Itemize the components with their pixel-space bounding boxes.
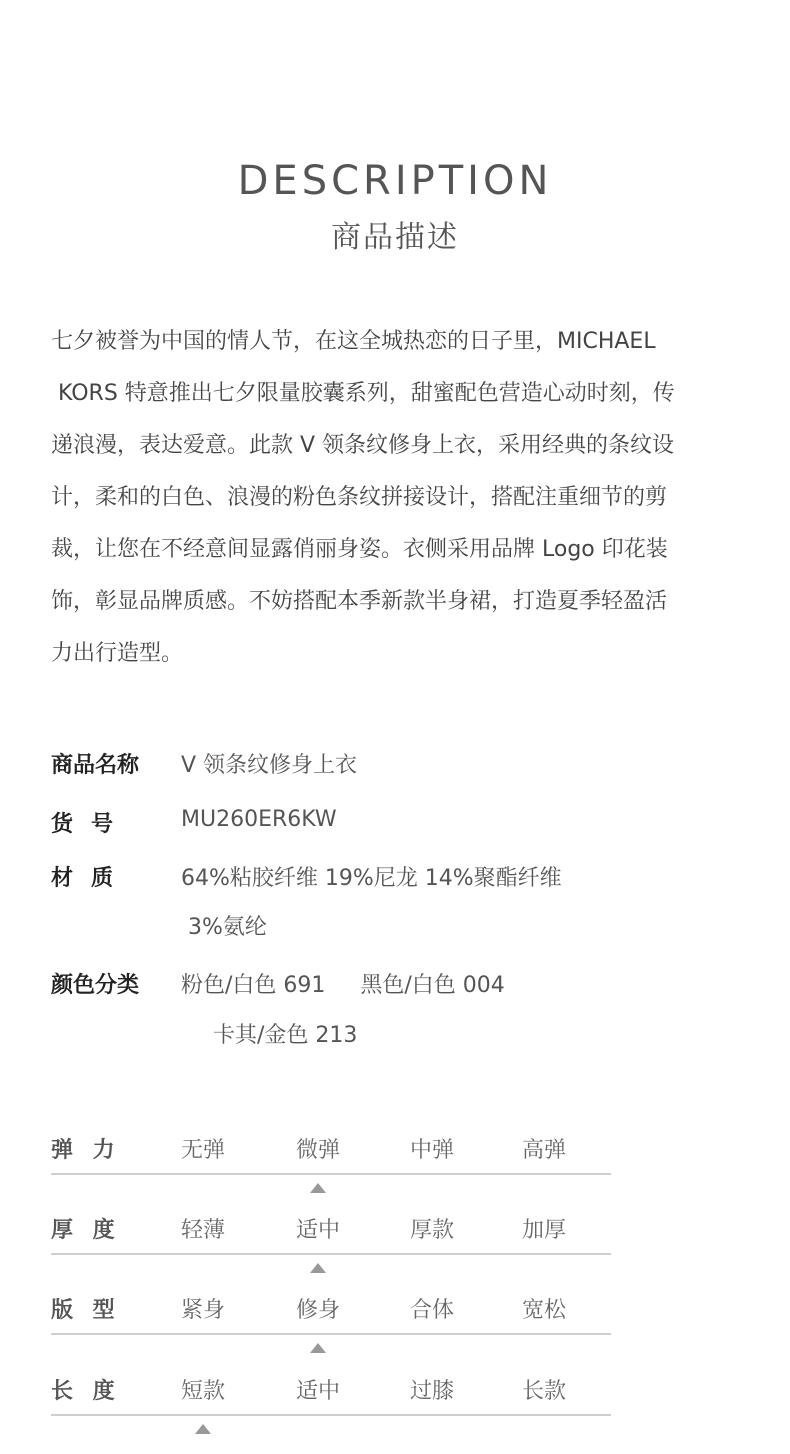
scale-row-elasticity — [51, 1133, 611, 1175]
color-label: 颜色分类 — [51, 973, 140, 998]
scale-option: 轻薄 — [180, 1218, 225, 1243]
scale-option: 高弹 — [521, 1138, 566, 1163]
scale-option: 长款 — [521, 1379, 566, 1404]
scale-row-thickness — [51, 1213, 611, 1255]
scale-option: 厚款 — [409, 1218, 454, 1243]
scale-option: 加厚 — [521, 1218, 566, 1243]
description-line: 计，柔和的白色、浪漫的粉色条纹拼接设计，搭配注重细节的剪 — [51, 485, 668, 510]
color-value-continued: 卡其/金色 213 — [213, 1023, 358, 1048]
description-line: 力出行造型。 — [51, 641, 184, 666]
scale-label: 版 型 — [51, 1298, 121, 1323]
product-name-value: V 领条纹修身上衣 — [181, 753, 358, 778]
scale-row-fit — [51, 1293, 611, 1335]
scale-marker-triangle-icon — [310, 1343, 326, 1353]
scale-option: 无弹 — [180, 1138, 225, 1163]
scale-marker-triangle-icon — [310, 1183, 326, 1193]
color-value: 粉色/白色 691 黑色/白色 004 — [181, 973, 505, 998]
scale-divider — [51, 1414, 611, 1416]
scale-divider — [51, 1333, 611, 1335]
scale-marker-triangle-icon — [195, 1424, 211, 1434]
description-line: 七夕被誉为中国的情人节，在这全城热恋的日子里，MICHAEL — [51, 329, 656, 354]
scale-divider — [51, 1253, 611, 1255]
scale-option: 紧身 — [180, 1298, 225, 1323]
scale-option: 过膝 — [409, 1379, 454, 1404]
description-line: 递浪漫，表达爱意。此款 V 领条纹修身上衣，采用经典的条纹设 — [51, 433, 675, 458]
sku-label: 货号 — [51, 812, 132, 837]
scale-option: 适中 — [295, 1379, 340, 1404]
scale-divider — [51, 1173, 611, 1175]
scale-row-length — [51, 1374, 611, 1416]
page-title-cn: 商品描述 — [331, 220, 459, 255]
scale-option: 适中 — [295, 1218, 340, 1243]
sku-value: MU260ER6KW — [181, 807, 337, 832]
scale-option: 短款 — [180, 1379, 225, 1404]
scale-label: 厚 度 — [51, 1218, 121, 1243]
scale-option: 微弹 — [295, 1138, 340, 1163]
product-name-label: 商品名称 — [51, 753, 140, 778]
description-line: 裁，让您在不经意间显露俏丽身姿。衣侧采用品牌 Logo 印花装 — [51, 537, 668, 562]
scale-option: 中弹 — [409, 1138, 454, 1163]
scale-label: 长 度 — [51, 1379, 121, 1404]
page-title-en: DESCRIPTION — [237, 158, 553, 204]
description-line: 饰，彰显品牌质感。不妨搭配本季新款半身裙，打造夏季轻盈活 — [51, 589, 668, 614]
description-line: KORS 特意推出七夕限量胶囊系列，甜蜜配色营造心动时刻，传 — [51, 381, 675, 406]
scale-option: 合体 — [409, 1298, 454, 1323]
scale-marker-triangle-icon — [310, 1263, 326, 1273]
material-value-continued: 3%氨纶 — [181, 915, 267, 940]
material-value: 64%粘胶纤维 19%尼龙 14%聚酯纤维 — [181, 866, 562, 891]
scale-option: 宽松 — [521, 1298, 566, 1323]
description-text — [51, 316, 743, 680]
scale-label: 弹 力 — [51, 1138, 121, 1163]
scale-option: 修身 — [295, 1298, 340, 1323]
material-label: 材质 — [51, 866, 132, 891]
